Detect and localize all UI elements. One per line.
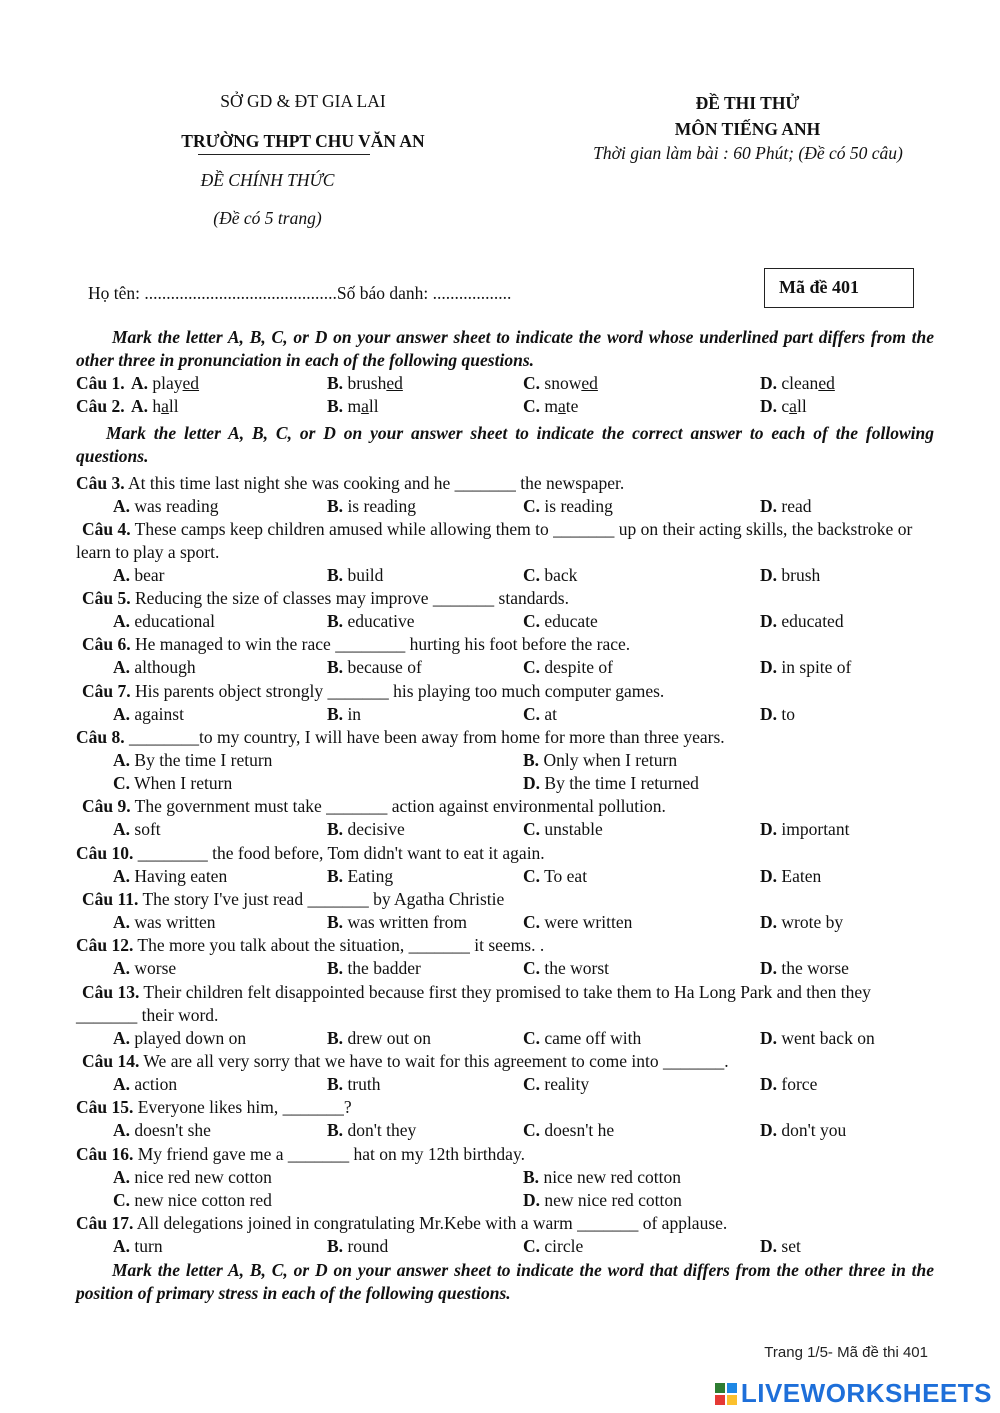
option-word-stem: clean <box>781 373 819 393</box>
option-word-stem: h <box>152 396 162 416</box>
option-letter: D. <box>760 611 778 631</box>
option-text: new nice red cotton <box>540 1190 682 1210</box>
underlined-part: ed <box>182 373 200 393</box>
answer-option[interactable] <box>327 1073 381 1096</box>
question-stem <box>76 888 934 911</box>
answer-option[interactable] <box>113 1027 246 1050</box>
answer-option[interactable] <box>327 818 405 841</box>
option-letter: B. <box>327 1120 344 1140</box>
option-letter: A. <box>113 819 131 839</box>
instruction-stress <box>76 1259 934 1305</box>
answer-option[interactable] <box>523 1166 681 1189</box>
option-letter: B. <box>327 1028 344 1048</box>
option-text: the worse <box>777 958 849 978</box>
underlined-part: ed <box>818 373 835 393</box>
question-text: My friend gave me a _______ hat on my 12th birthday. <box>133 1144 525 1164</box>
option-text: By the time I return <box>130 750 273 770</box>
option-letter: A. <box>131 396 149 416</box>
underlined-part: ed <box>386 373 403 393</box>
option-letter: C. <box>523 958 541 978</box>
option-letter: D. <box>760 373 778 393</box>
school-name: TRƯỜNG THPT CHU VĂN AN <box>181 131 425 151</box>
instruction-text: Mark the letter A, B, C, or D on your answer sheet to indicate the word that differs from the other three in the position of primary stress in each of the following questions. <box>76 1260 934 1303</box>
candidate-fields[interactable]: Họ tên: ............................................Số báo danh: .................. <box>88 283 512 303</box>
question-text: Reducing the size of classes may improve _______ standards. <box>130 588 569 608</box>
option-letter: B. <box>327 373 344 393</box>
option-text: went back on <box>777 1028 875 1048</box>
answer-option[interactable] <box>523 703 557 726</box>
option-text: back <box>540 565 578 585</box>
answer-option[interactable] <box>523 1027 641 1050</box>
answer-option[interactable] <box>113 1119 211 1142</box>
question-text: The story I've just read _______ by Agatha Christie <box>138 889 505 909</box>
underlined-part: a <box>558 396 566 416</box>
logo-square <box>715 1395 725 1405</box>
option-text: decisive <box>343 819 405 839</box>
option-text: turn <box>130 1236 163 1256</box>
school-underline <box>198 154 370 155</box>
option-text: at <box>540 704 558 724</box>
option-text: Eating <box>343 866 394 886</box>
option-letter: C. <box>523 1120 541 1140</box>
option-text: round <box>343 1236 389 1256</box>
option-letter: C. <box>523 1074 541 1094</box>
option-text: educate <box>540 611 598 631</box>
option-letter: D. <box>523 1190 541 1210</box>
option-letter: A. <box>113 1120 131 1140</box>
question-stem <box>76 472 934 495</box>
option-letter: B. <box>327 657 344 677</box>
option-letter: A. <box>131 373 149 393</box>
question-stem <box>76 587 934 610</box>
option-letter: D. <box>760 819 778 839</box>
logo-square <box>727 1395 737 1405</box>
option-letter: B. <box>327 819 344 839</box>
option-letter: B. <box>523 750 540 770</box>
answer-option[interactable] <box>113 610 215 633</box>
answer-option[interactable] <box>760 818 849 841</box>
answer-option[interactable] <box>113 564 165 587</box>
option-letter: C. <box>523 611 541 631</box>
option-text: circle <box>540 1236 584 1256</box>
question-text: These camps keep children amused while allowing them to _______ up on their acting skills, the backstroke or learn to play a sport. <box>76 519 913 562</box>
question-stem <box>76 518 934 564</box>
question-stem <box>76 680 934 703</box>
option-text: don't they <box>343 1120 417 1140</box>
exam-title: ĐỀ THI THỬ <box>695 93 800 113</box>
question-stem <box>76 934 934 957</box>
option-text: unstable <box>540 819 603 839</box>
option-letter: D. <box>760 657 778 677</box>
option-word-tail: ll <box>368 396 379 416</box>
option-text: reality <box>540 1074 590 1094</box>
option-text: action <box>130 1074 178 1094</box>
option-text: is reading <box>343 496 416 516</box>
option-letter: B. <box>327 496 344 516</box>
option-letter: A. <box>113 657 131 677</box>
question-text: Their children felt disappointed because first they promised to take them to Ha Long Park and then they _______ their word. <box>76 982 871 1025</box>
option-word-stem: m <box>544 396 559 416</box>
question-stem <box>76 1212 934 1235</box>
question-text: All delegations joined in congratulating Mr.Kebe with a warm _______ of applause. <box>133 1213 728 1233</box>
option-text: force <box>777 1074 818 1094</box>
question-label: Câu 8. <box>76 727 125 747</box>
option-letter: B. <box>523 1167 540 1187</box>
option-text: is reading <box>540 496 613 516</box>
question-text: He managed to win the race ________ hurting his foot before the race. <box>130 634 631 654</box>
option-letter: A. <box>113 866 131 886</box>
question-stem <box>76 1050 934 1073</box>
answer-option[interactable] <box>760 703 795 726</box>
option-letter: B. <box>327 912 344 932</box>
answer-option[interactable] <box>760 957 849 980</box>
answer-option[interactable] <box>523 1073 589 1096</box>
page-info: Trang 1/5- Mã đề thi 401 <box>764 1344 928 1361</box>
option-letter: A. <box>113 912 131 932</box>
option-text: read <box>777 496 812 516</box>
option-letter: A. <box>113 496 131 516</box>
department-name: SỞ GD & ĐT GIA LAI <box>220 91 386 111</box>
option-letter: D. <box>760 396 778 416</box>
option-letter: C. <box>523 866 541 886</box>
question-label: Câu 9. <box>82 796 131 816</box>
answer-option[interactable] <box>327 610 414 633</box>
answer-option[interactable] <box>327 564 383 587</box>
option-letter: C. <box>523 496 541 516</box>
question-label: Câu 3. <box>76 473 125 493</box>
answer-option[interactable] <box>760 1073 817 1096</box>
option-letter: A. <box>113 958 131 978</box>
question-stem <box>76 1143 934 1166</box>
instruction-pronunciation <box>76 326 934 372</box>
option-text: worse <box>130 958 177 978</box>
question-text: ________to my country, I will have been away from home for more than three years. <box>124 727 725 747</box>
question-stem <box>76 1096 934 1119</box>
option-letter: B. <box>327 1236 344 1256</box>
option-text: because of <box>343 657 422 677</box>
option-letter: D. <box>760 958 778 978</box>
option-letter: D. <box>760 1236 778 1256</box>
answer-option[interactable] <box>113 957 176 980</box>
answer-option[interactable] <box>327 1119 416 1142</box>
logo-grid-icon <box>715 1383 737 1405</box>
option-text: doesn't she <box>130 1120 211 1140</box>
option-text: don't you <box>777 1120 847 1140</box>
underlined-part: a <box>161 396 169 416</box>
answer-option[interactable] <box>523 495 613 518</box>
pages-note: (Đề có 5 trang) <box>213 208 322 228</box>
option-letter: C. <box>523 704 541 724</box>
answer-option[interactable] <box>131 372 199 395</box>
question-stem <box>76 842 934 865</box>
option-text: important <box>777 819 850 839</box>
answer-option[interactable] <box>523 749 677 772</box>
answer-option[interactable] <box>113 818 161 841</box>
answer-option[interactable] <box>523 957 609 980</box>
option-word-stem: brush <box>347 373 387 393</box>
answer-option[interactable] <box>113 1235 163 1258</box>
option-letter: D. <box>760 565 778 585</box>
logo-square <box>715 1383 725 1393</box>
underlined-part: a <box>361 396 369 416</box>
option-letter: D. <box>760 1074 778 1094</box>
answer-option[interactable] <box>760 610 844 633</box>
brand-name: LIVEWORKSHEETS <box>740 1378 992 1408</box>
answer-option[interactable] <box>327 1235 388 1258</box>
option-text: despite of <box>540 657 613 677</box>
option-text: the badder <box>343 958 421 978</box>
option-letter: C. <box>523 565 541 585</box>
option-text: When I return <box>130 773 233 793</box>
official-label: ĐỀ CHÍNH THỨC <box>200 170 335 190</box>
answer-option[interactable] <box>523 911 632 934</box>
option-text: Eaten <box>777 866 822 886</box>
subject-title: MÔN TIẾNG ANH <box>674 119 821 139</box>
answer-option[interactable] <box>523 1189 682 1212</box>
answer-option[interactable] <box>327 656 422 679</box>
option-letter: B. <box>327 866 344 886</box>
question-label: Câu 2. <box>76 396 125 416</box>
option-text: to <box>777 704 796 724</box>
option-text: were written <box>540 912 633 932</box>
option-text: against <box>130 704 184 724</box>
option-text: was written from <box>343 912 467 932</box>
exam-code-box <box>764 268 914 308</box>
answer-option[interactable] <box>523 372 598 395</box>
answer-option[interactable] <box>760 1119 846 1142</box>
option-text: bear <box>130 565 165 585</box>
option-text: set <box>777 1236 801 1256</box>
option-text: educative <box>343 611 415 631</box>
option-word-stem: play <box>152 373 183 393</box>
question-label: Câu 10. <box>76 843 134 863</box>
answer-option[interactable] <box>113 1189 272 1212</box>
option-text: was written <box>130 912 216 932</box>
option-letter: A. <box>113 1074 131 1094</box>
answer-option[interactable] <box>760 564 820 587</box>
option-text: in <box>343 704 362 724</box>
option-letter: A. <box>113 750 131 770</box>
answer-option[interactable] <box>327 957 421 980</box>
option-text: build <box>343 565 384 585</box>
option-text: came off with <box>540 1028 642 1048</box>
option-word-stem: snow <box>544 373 582 393</box>
question-stem <box>76 795 934 818</box>
question-text: His parents object strongly _______ his playing too much computer games. <box>130 681 665 701</box>
option-letter: D. <box>760 912 778 932</box>
option-text: wrote by <box>777 912 844 932</box>
option-letter: C. <box>523 396 541 416</box>
instruction-grammar <box>76 422 934 468</box>
option-text: although <box>130 657 196 677</box>
option-text: nice red new cotton <box>130 1167 272 1187</box>
option-text: nice new red cotton <box>539 1167 681 1187</box>
option-letter: D. <box>760 496 778 516</box>
option-letter: B. <box>327 958 344 978</box>
question-text: Everyone likes him, _______? <box>133 1097 352 1117</box>
answer-option[interactable] <box>760 372 835 395</box>
option-letter: C. <box>523 373 541 393</box>
answer-option[interactable] <box>327 911 467 934</box>
question-text: The more you talk about the situation, _______ it seems. . <box>133 935 545 955</box>
time-note: Thời gian làm bài : 60 Phút; (Đề có 50 câu) <box>593 143 903 163</box>
logo-square <box>727 1383 737 1393</box>
answer-option[interactable] <box>523 656 613 679</box>
answer-option[interactable] <box>523 772 699 795</box>
option-text: truth <box>343 1074 381 1094</box>
answer-option[interactable] <box>760 1235 801 1258</box>
option-letter: D. <box>760 1120 778 1140</box>
answer-option[interactable] <box>113 772 232 795</box>
option-letter: D. <box>523 773 541 793</box>
option-text: brush <box>777 565 821 585</box>
option-word-tail: te <box>565 396 579 416</box>
answer-option[interactable] <box>523 395 578 418</box>
answer-option[interactable] <box>523 1119 614 1142</box>
option-letter: B. <box>327 611 344 631</box>
answer-option[interactable] <box>760 1027 875 1050</box>
question-text: The government must take _______ action against environmental pollution. <box>130 796 666 816</box>
question-label: Câu 12. <box>76 935 134 955</box>
option-letter: C. <box>523 1236 541 1256</box>
question-stem <box>76 633 934 656</box>
answer-option[interactable] <box>523 818 603 841</box>
question-label: Câu 17. <box>76 1213 134 1233</box>
question-label: Câu 1. <box>76 373 125 393</box>
question-label: Câu 11. <box>82 889 139 909</box>
answer-option[interactable] <box>131 395 179 418</box>
option-letter: D. <box>760 1028 778 1048</box>
exam-code: Mã đề 401 <box>779 277 859 297</box>
option-text: educated <box>777 611 844 631</box>
underlined-part: ed <box>581 373 598 393</box>
option-letter: A. <box>113 565 131 585</box>
liveworksheets-logo[interactable] <box>715 1378 992 1409</box>
option-letter: B. <box>327 396 344 416</box>
option-text: Having eaten <box>130 866 228 886</box>
answer-option[interactable] <box>327 865 393 888</box>
instruction-text: Mark the letter A, B, C, or D on your answer sheet to indicate the correct answer to each of the following questions. <box>76 423 934 466</box>
answer-option[interactable] <box>327 495 416 518</box>
option-text: new nice cotton red <box>130 1190 272 1210</box>
option-text: in spite of <box>777 657 852 677</box>
option-text: soft <box>130 819 161 839</box>
answer-option[interactable] <box>523 1235 583 1258</box>
option-letter: C. <box>113 773 131 793</box>
answer-option[interactable] <box>113 656 196 679</box>
option-letter: A. <box>113 611 131 631</box>
question-label: Câu 6. <box>82 634 131 654</box>
option-letter: C. <box>113 1190 131 1210</box>
answer-option[interactable] <box>113 495 218 518</box>
option-word-tail: ll <box>796 396 807 416</box>
option-text: educational <box>130 611 216 631</box>
option-word-stem: c <box>781 396 790 416</box>
option-letter: A. <box>113 704 131 724</box>
answer-option[interactable] <box>113 911 216 934</box>
option-letter: C. <box>523 912 541 932</box>
answer-option[interactable] <box>327 395 379 418</box>
option-letter: A. <box>113 1028 131 1048</box>
question-text: ________ the food before, Tom didn't want to eat it again. <box>133 843 545 863</box>
option-letter: A. <box>113 1236 131 1256</box>
option-text: Only when I return <box>539 750 678 770</box>
question-text: At this time last night she was cooking and he _______ the newspaper. <box>124 473 625 493</box>
option-text: To eat <box>540 866 588 886</box>
option-letter: D. <box>760 704 778 724</box>
instruction-text: Mark the letter A, B, C, or D on your answer sheet to indicate the word whose underlined part differs from the other three in pronunciation in each of the following questions. <box>76 327 934 370</box>
answer-option[interactable] <box>760 395 807 418</box>
answer-option[interactable] <box>113 703 184 726</box>
option-text: was reading <box>130 496 219 516</box>
option-letter: B. <box>327 1074 344 1094</box>
option-letter: B. <box>327 704 344 724</box>
option-word-tail: ll <box>168 396 179 416</box>
question-label: Câu 16. <box>76 1144 134 1164</box>
answer-option[interactable] <box>523 865 587 888</box>
answer-option[interactable] <box>760 911 843 934</box>
question-label: Câu 4. <box>82 519 131 539</box>
question-label: Câu 14. <box>82 1051 140 1071</box>
option-letter: D. <box>760 866 778 886</box>
answer-option[interactable] <box>760 865 821 888</box>
question-label: Câu 7. <box>82 681 131 701</box>
option-text: drew out on <box>343 1028 432 1048</box>
option-letter: A. <box>113 1167 131 1187</box>
option-letter: C. <box>523 657 541 677</box>
answer-option[interactable] <box>113 749 272 772</box>
answer-option[interactable] <box>523 564 577 587</box>
answer-option[interactable] <box>327 1027 431 1050</box>
answer-option[interactable] <box>523 610 598 633</box>
option-letter: B. <box>327 565 344 585</box>
answer-option[interactable] <box>113 1166 272 1189</box>
option-letter: C. <box>523 1028 541 1048</box>
option-text: the worst <box>540 958 610 978</box>
option-text: By the time I returned <box>540 773 699 793</box>
question-stem <box>76 726 934 749</box>
answer-option[interactable] <box>113 1073 177 1096</box>
answer-option[interactable] <box>760 656 851 679</box>
underlined-part: a <box>789 396 797 416</box>
answer-option[interactable] <box>760 495 812 518</box>
answer-option[interactable] <box>113 865 227 888</box>
question-text: We are all very sorry that we have to wait for this agreement to come into _______. <box>139 1051 729 1071</box>
question-label: Câu 5. <box>82 588 131 608</box>
question-label: Câu 13. <box>82 982 140 1002</box>
option-letter: C. <box>523 819 541 839</box>
question-stem <box>76 981 934 1027</box>
option-word-stem: m <box>347 396 362 416</box>
option-text: played down on <box>130 1028 247 1048</box>
answer-option[interactable] <box>327 372 403 395</box>
option-text: doesn't he <box>540 1120 615 1140</box>
answer-option[interactable] <box>327 703 361 726</box>
question-label: Câu 15. <box>76 1097 134 1117</box>
